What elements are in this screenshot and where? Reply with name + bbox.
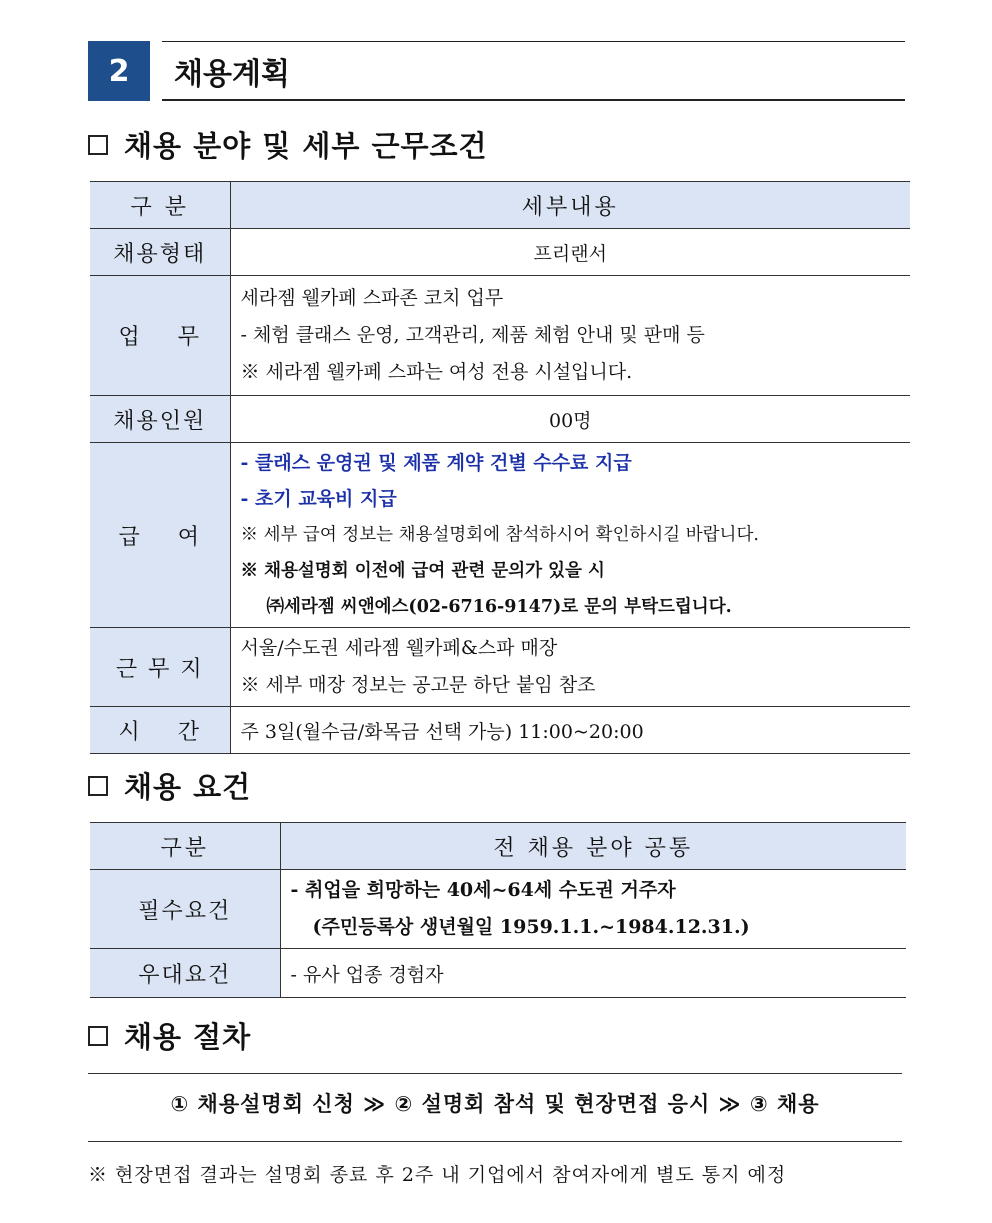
label-location: 근 무 지: [90, 628, 230, 707]
procedure-rule-top: [88, 1073, 902, 1074]
table-row: [90, 276, 910, 396]
header-detail: 세부내용: [230, 182, 910, 229]
checkbox-square-icon: [88, 776, 108, 796]
heading-detail: [88, 124, 488, 165]
value-pay: [230, 443, 910, 628]
value-duties: [230, 276, 910, 396]
label-hours: 시 간: [90, 707, 230, 754]
section-title: 채용계획: [174, 57, 290, 92]
header-division: 구 분: [90, 182, 230, 229]
value-employment-type: 프리랜서: [230, 229, 910, 276]
label-employment-type: 채용형태: [90, 229, 230, 276]
heading-requirements-text: 채용 요건: [124, 770, 252, 804]
value-hours: 주 3일(월수금/화목금 선택 가능) 11:00~20:00: [230, 707, 910, 754]
table-row: [90, 229, 910, 276]
heading-requirements: [88, 765, 251, 806]
section-number: 2: [88, 41, 150, 101]
heading-procedure: [88, 1015, 251, 1056]
checkbox-square-icon: [88, 1026, 108, 1046]
table-row: [90, 707, 910, 754]
required-line: (주민등록상 생년월일 1959.1.1.~1984.12.31.): [312, 916, 750, 938]
table-row: [90, 396, 910, 443]
label-preferred: 우대요건: [90, 949, 280, 998]
duties-line: - 체험 클래스 운영, 고객관리, 제품 체험 안내 및 판매 등: [240, 324, 705, 346]
table-header-row: [90, 182, 910, 229]
value-preferred: - 유사 업종 경험자: [280, 949, 906, 998]
location-line: ※ 세부 매장 정보는 공고문 하단 붙임 참조: [240, 674, 596, 696]
pay-line: - 초기 교육비 지급: [240, 488, 397, 510]
requirements-table: [90, 822, 906, 998]
procedure-rule-bottom: [88, 1141, 902, 1142]
table-row: [90, 443, 910, 628]
section-header: [88, 41, 905, 101]
table-row: [90, 628, 910, 707]
label-pay: 급 여: [90, 443, 230, 628]
value-location: [230, 628, 910, 707]
label-headcount: 채용인원: [90, 396, 230, 443]
heading-detail-text: 채용 분야 및 세부 근무조건: [124, 129, 488, 163]
section-rule-bottom: [162, 99, 905, 101]
header-division: 구분: [90, 823, 280, 870]
duties-line: ※ 세라젬 웰카페 스파는 여성 전용 시설입니다.: [240, 361, 633, 383]
location-line: 서울/수도권 세라젬 웰카페&스파 매장: [240, 637, 558, 659]
label-required: 필수요건: [90, 870, 280, 949]
procedure-steps: ① 채용설명회 신청 ≫ ② 설명회 참석 및 현장면접 응시 ≫ ③ 채용: [170, 1092, 820, 1116]
label-duties: 업 무: [90, 276, 230, 396]
table-row: [90, 870, 906, 949]
heading-procedure-text: 채용 절차: [124, 1020, 252, 1054]
header-common: 전 채용 분야 공통: [280, 823, 906, 870]
detail-table: [90, 181, 910, 754]
required-line: - 취업을 희망하는 40세~64세 수도권 거주자: [290, 879, 676, 901]
pay-line: ※ 세부 급여 정보는 채용설명회에 참석하시어 확인하시길 바랍니다.: [240, 525, 759, 545]
pay-line: ※ 채용설명회 이전에 급여 관련 문의가 있을 시: [240, 561, 605, 581]
value-required: [280, 870, 906, 949]
value-headcount: 00명: [230, 396, 910, 443]
table-header-row: [90, 823, 906, 870]
pay-line: ㈜세라젬 씨앤에스(02-6716-9147)로 문의 부탁드립니다.: [266, 597, 732, 617]
pay-line: - 클래스 운영권 및 제품 계약 건별 수수료 지급: [240, 452, 632, 474]
checkbox-square-icon: [88, 135, 108, 155]
duties-line: 세라젬 웰카페 스파존 코치 업무: [240, 287, 504, 309]
table-row: [90, 949, 906, 998]
footnote: ※ 현장면접 결과는 설명회 종료 후 2주 내 기업에서 참여자에게 별도 통지 예정: [88, 1164, 787, 1186]
